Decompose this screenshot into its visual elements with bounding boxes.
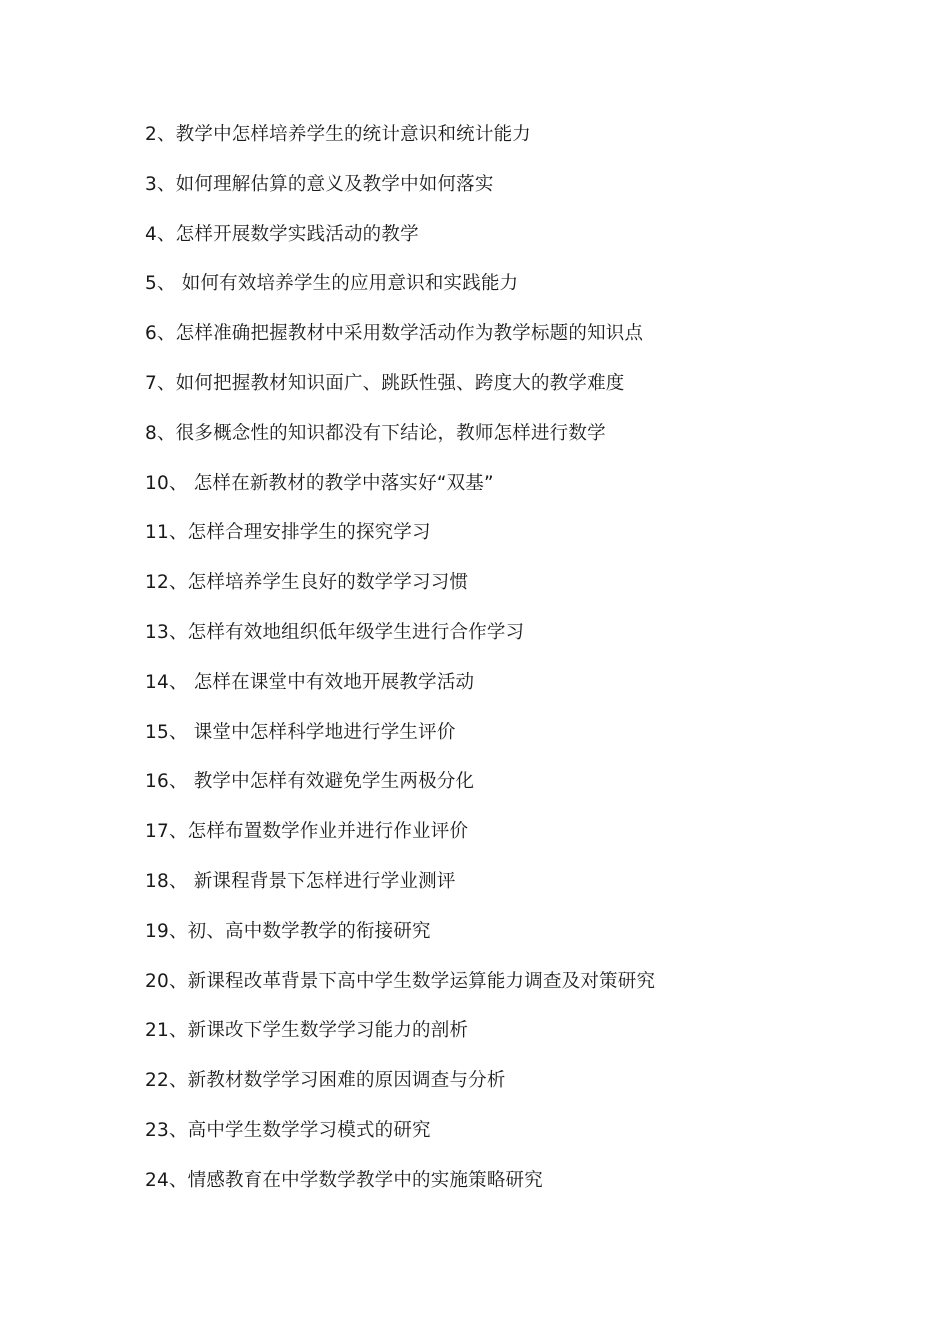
list-item: 2、教学中怎样培养学生的统计意识和统计能力: [145, 124, 531, 145]
list-item: 10、 怎样在新教材的教学中落实好“双基”: [145, 472, 494, 494]
list-item: 11、怎样合理安排学生的探究学习: [145, 522, 431, 544]
list-item: 23、高中学生数学学习模式的研究: [145, 1119, 431, 1141]
list-item: 3、如何理解估算的意义及教学中如何落实: [145, 173, 494, 195]
list-item: 20、新课程改革背景下高中学生数学运算能力调查及对策研究: [145, 970, 656, 992]
list-item: 15、 课堂中怎样科学地进行学生评价: [145, 721, 456, 743]
list-item: 18、 新课程背景下怎样进行学业测评: [145, 870, 456, 892]
list-item: 7、如何把握教材知识面广、跳跃性强、跨度大的教学难度: [145, 372, 625, 394]
list-item: 17、怎样布置数学作业并进行作业评价: [145, 821, 469, 843]
list-item: 21、新课改下学生数学学习能力的剖析: [145, 1020, 469, 1042]
list-item: 8、很多概念性的知识都没有下结论，教师怎样进行数学: [145, 422, 606, 444]
list-item: 16、 教学中怎样有效避免学生两极分化: [145, 771, 475, 793]
list-item: 6、怎样准确把握教材中采用数学活动作为教学标题的知识点: [145, 323, 644, 345]
list-item: 22、新教材数学学习困难的原因调查与分析: [145, 1070, 506, 1092]
topic-list: [145, 120, 905, 1216]
list-item: 12、怎样培养学生良好的数学学习习惯: [145, 572, 469, 594]
list-item: 24、情感教育在中学数学教学中的实施策略研究: [145, 1169, 543, 1191]
list-item: 5、 如何有效培养学生的应用意识和实践能力: [145, 273, 519, 295]
list-item: 13、怎样有效地组织低年级学生进行合作学习: [145, 621, 525, 643]
list-item: 19、初、高中数学教学的衔接研究: [145, 920, 431, 942]
list-item: 14、 怎样在课堂中有效地开展教学活动: [145, 671, 475, 693]
list-item: 4、怎样开展数学实践活动的教学: [145, 223, 419, 245]
